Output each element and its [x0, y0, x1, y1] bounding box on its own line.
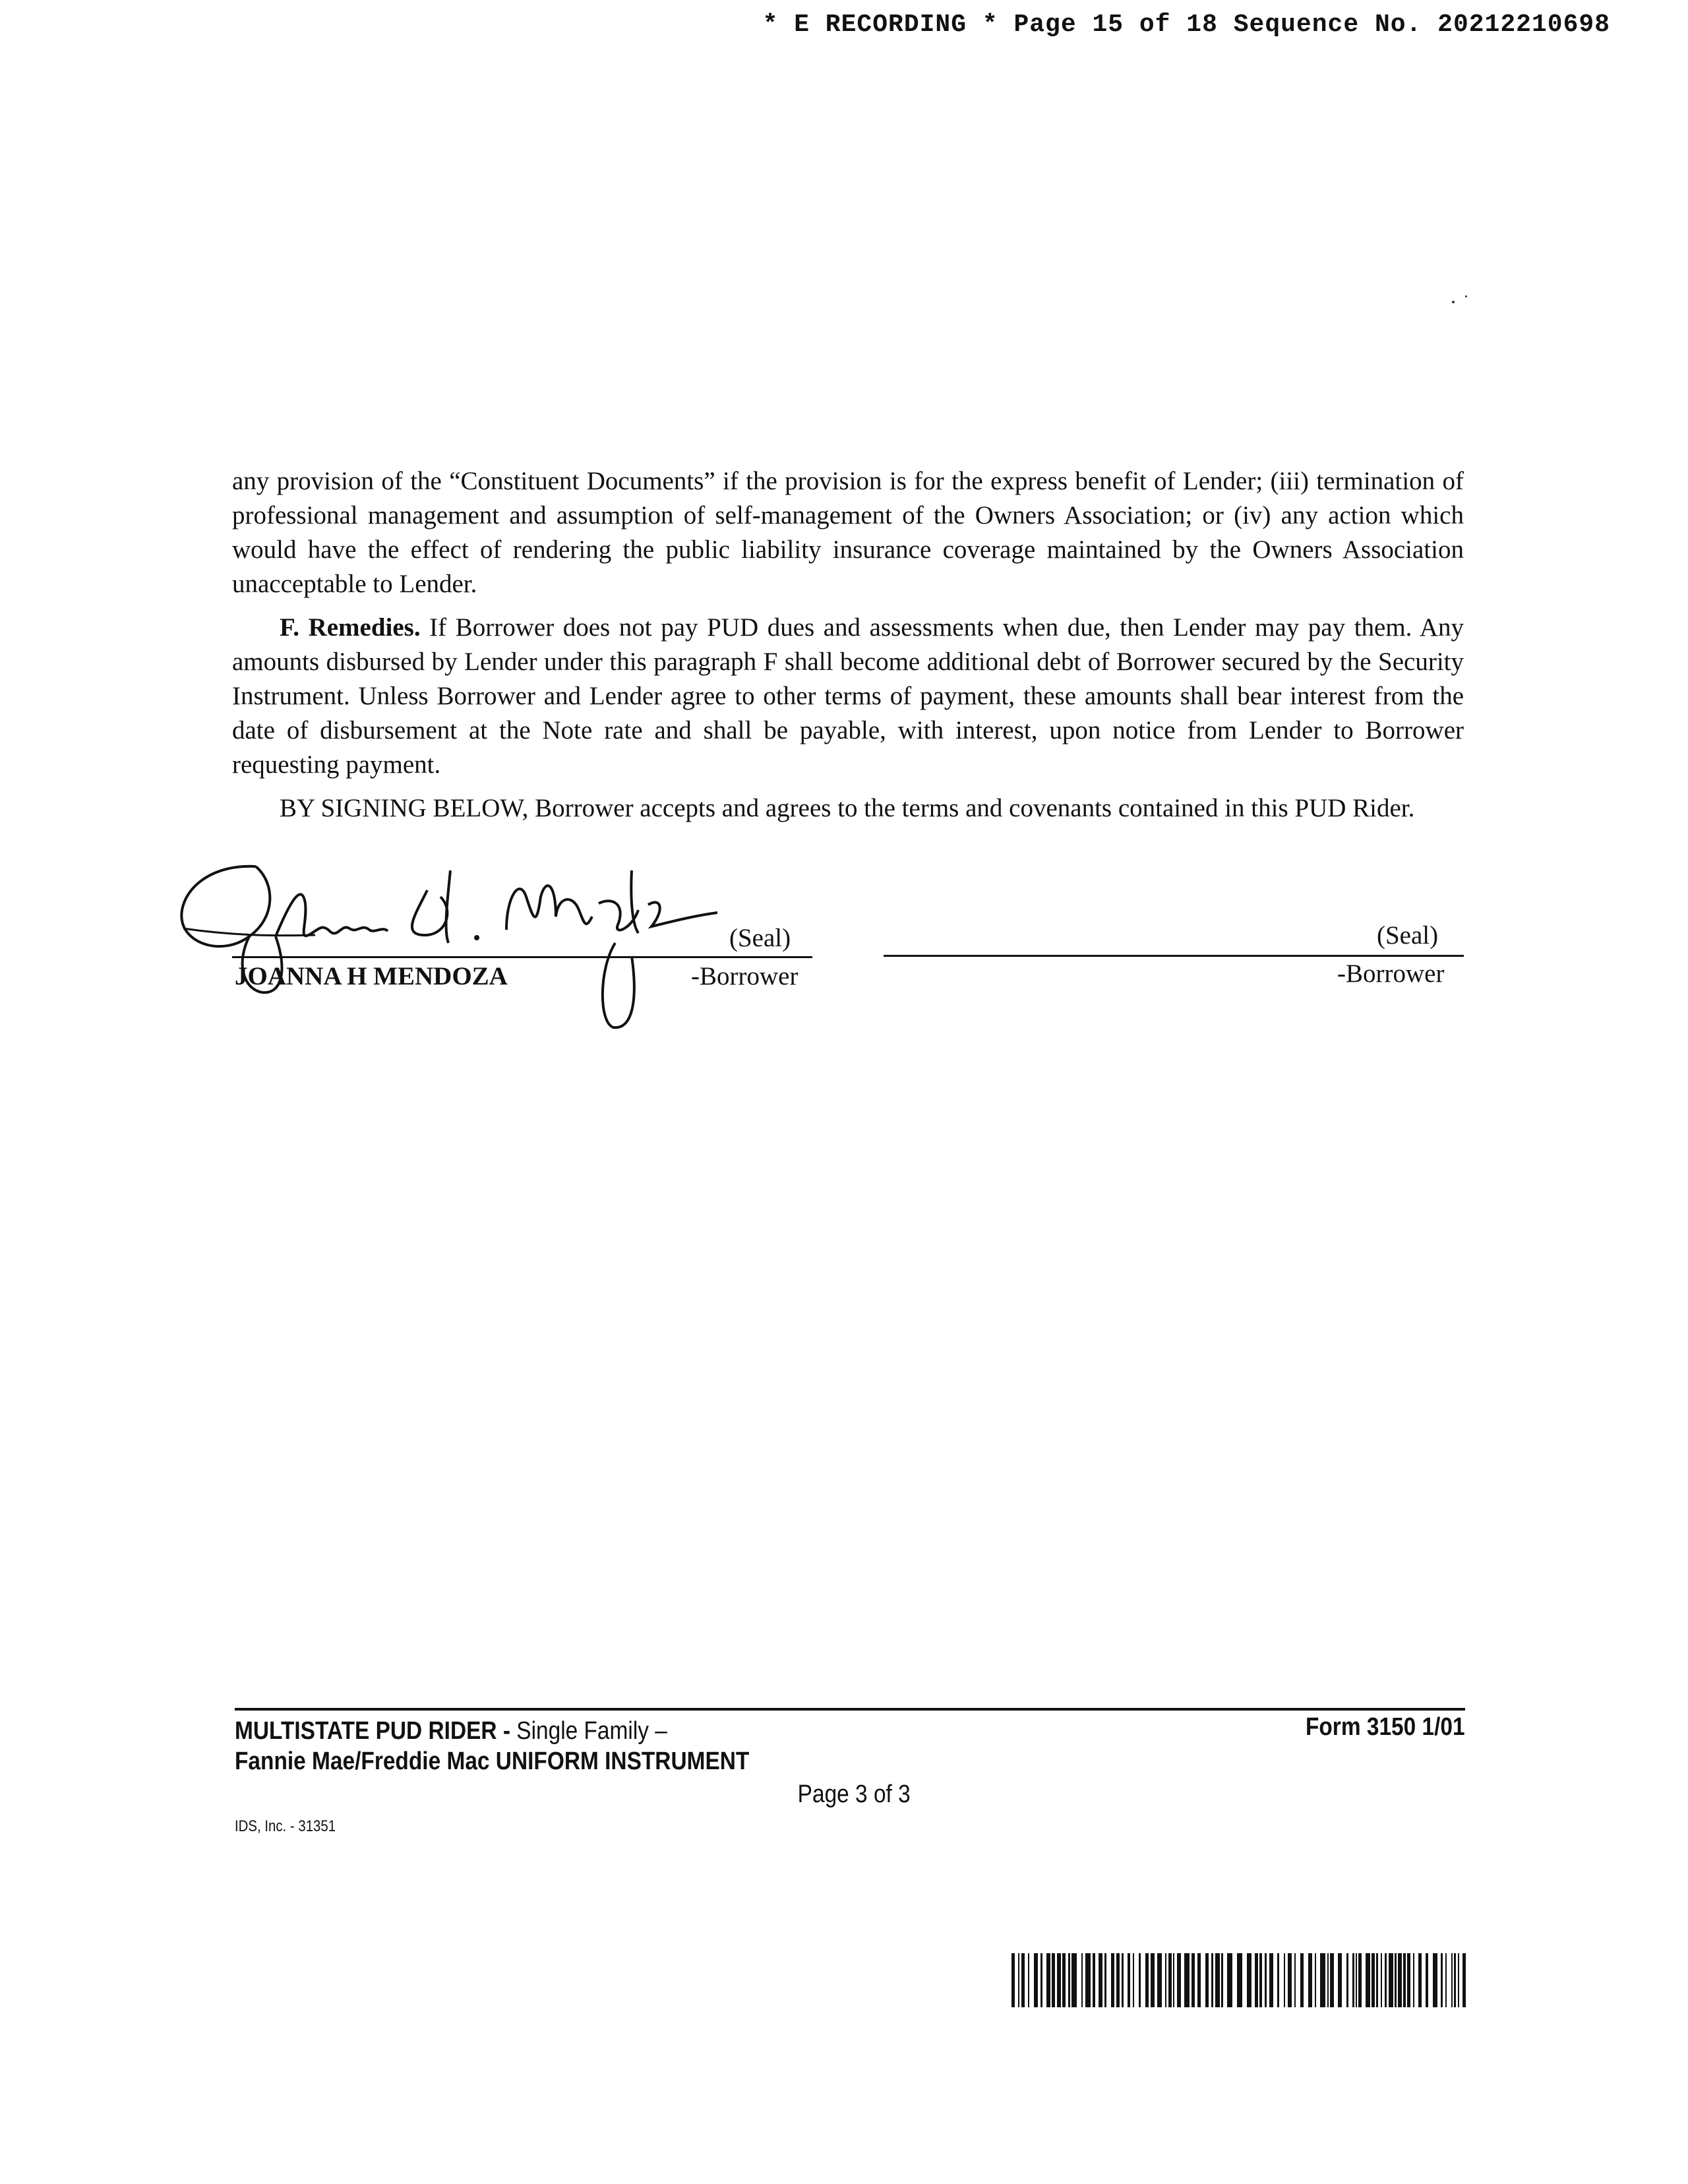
borrower-name: JOANNA H MENDOZA	[235, 962, 508, 990]
scan-speck	[1452, 301, 1455, 303]
co-borrower-signature-line	[884, 955, 1464, 957]
paragraph-continuation-text: any provision of the “Constituent Documents” if the provision is for the express benefit of Lender; (iii) termination of professional management and assumption of self-management of the Owners Association; or (iv) any action which would have the effect of rendering the public liability insurance coverage maintained by the Owners Association unacceptable to Lender.	[232, 467, 1464, 598]
footer-instrument: Fannie Mae/Freddie Mac UNIFORM INSTRUMENT	[235, 1747, 750, 1775]
signing-text: BY SIGNING BELOW, Borrower accepts and agrees to the terms and covenants contained in this PUD Rider.	[280, 794, 1415, 822]
paragraph-remedies	[232, 611, 1464, 782]
footer-title-rest: Single Family –	[510, 1717, 667, 1745]
co-borrower-role-label: -Borrower	[1337, 959, 1445, 988]
borrower-signature-line	[232, 956, 812, 958]
paragraph-continuation	[232, 464, 1464, 601]
borrower-seal-label: (Seal)	[729, 924, 791, 952]
footer-ids-code: IDS, Inc. - 31351	[235, 1817, 336, 1835]
footer-title-bold: MULTISTATE PUD RIDER -	[235, 1717, 510, 1745]
document-barcode	[1011, 1953, 1466, 2007]
remedies-heading: F. Remedies.	[280, 613, 421, 642]
scan-speck	[1465, 295, 1467, 297]
recording-header: * E RECORDING * Page 15 of 18 Sequence No. 20212210698	[762, 11, 1610, 39]
remedies-body: If Borrower does not pay PUD dues and assessments when due, then Lender may pay them. Any amounts disbursed by Lender under this paragraph F shall become additional debt of Borrower secured by the Security Instrument. Unless Borrower and Lender agree to other terms of payment, these amounts shall bear interest from the date of disbursement at the Note rate and shall be payable, with interest, upon notice from Lender to Borrower requesting payment.	[232, 613, 1464, 779]
footer-rule	[235, 1708, 1465, 1711]
footer-title-line2	[235, 1747, 749, 1776]
footer-form-number: Form 3150 1/01	[1306, 1713, 1465, 1741]
footer-title	[235, 1717, 667, 1745]
co-borrower-seal-label: (Seal)	[1377, 921, 1439, 950]
footer-page-number: Page 3 of 3	[797, 1780, 911, 1808]
paragraph-signing	[232, 791, 1464, 826]
borrower-role-label: -Borrower	[691, 962, 799, 990]
borrower-signature	[177, 857, 724, 1035]
